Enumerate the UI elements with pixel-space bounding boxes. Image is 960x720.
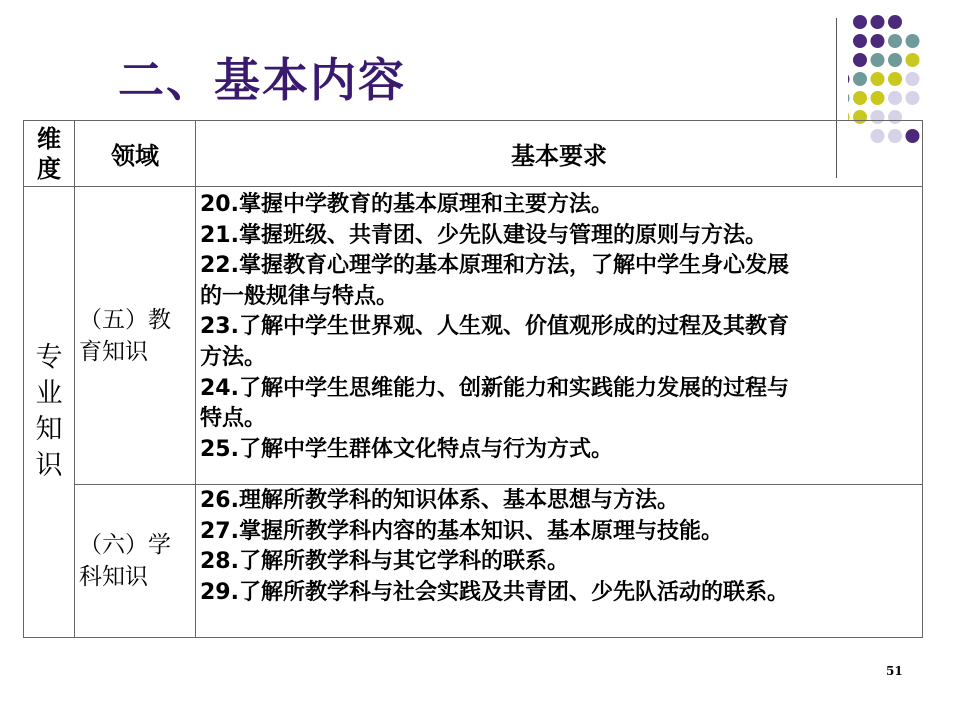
requirement-line: 27.掌握所教学科内容的基本知识、基本原理与技能。 (200, 518, 723, 544)
requirement-line: 24.了解中学生思维能力、创新能力和实践能力发展的过程与 (200, 375, 789, 401)
requirement-line: 特点。 (200, 406, 267, 432)
requirement-line: 方法。 (200, 345, 267, 370)
row-divider (74, 484, 923, 485)
header-requirements: 基本要求 (511, 142, 607, 170)
requirement-line: 29.了解所教学科与社会实践及共青团、少先队活动的联系。 (200, 579, 789, 605)
header-dimension: 维 度 (37, 124, 61, 183)
col-divider-1 (74, 120, 75, 638)
dimension-cell: 专 业 知 识 (35, 342, 63, 481)
content-table (23, 120, 923, 638)
table-border-right (922, 120, 923, 638)
header-domain: 领域 (111, 142, 159, 170)
requirement-line: 23.了解中学生世界观、人生观、价值观形成的过程及其教育 (200, 314, 789, 340)
requirement-line: 21.掌握班级、共青团、少先队建设与管理的原则与方法。 (200, 222, 767, 248)
requirement-line: 22.掌握教育心理学的基本原理和方法，了解中学生身心发展 (200, 253, 789, 279)
page-number: 51 (886, 664, 903, 678)
requirement-line: 25.了解中学生群体文化特点与行为方式。 (200, 436, 613, 462)
domain-cell-education: （五）教 育知识 (79, 306, 171, 365)
slide-title: 二、基本内容 (118, 53, 406, 107)
domain-cell-subject: （六）学 科知识 (79, 532, 171, 590)
requirement-line: 的一般规律与特点。 (200, 283, 399, 309)
table-border-bottom (23, 637, 923, 638)
requirement-line: 20.掌握中学教育的基本原理和主要方法。 (200, 192, 613, 217)
requirement-line: 28.了解所教学科与其它学科的联系。 (200, 549, 569, 575)
col-divider-2 (195, 120, 196, 638)
requirement-line: 26.理解所教学科的知识体系、基本思想与方法。 (200, 488, 679, 513)
